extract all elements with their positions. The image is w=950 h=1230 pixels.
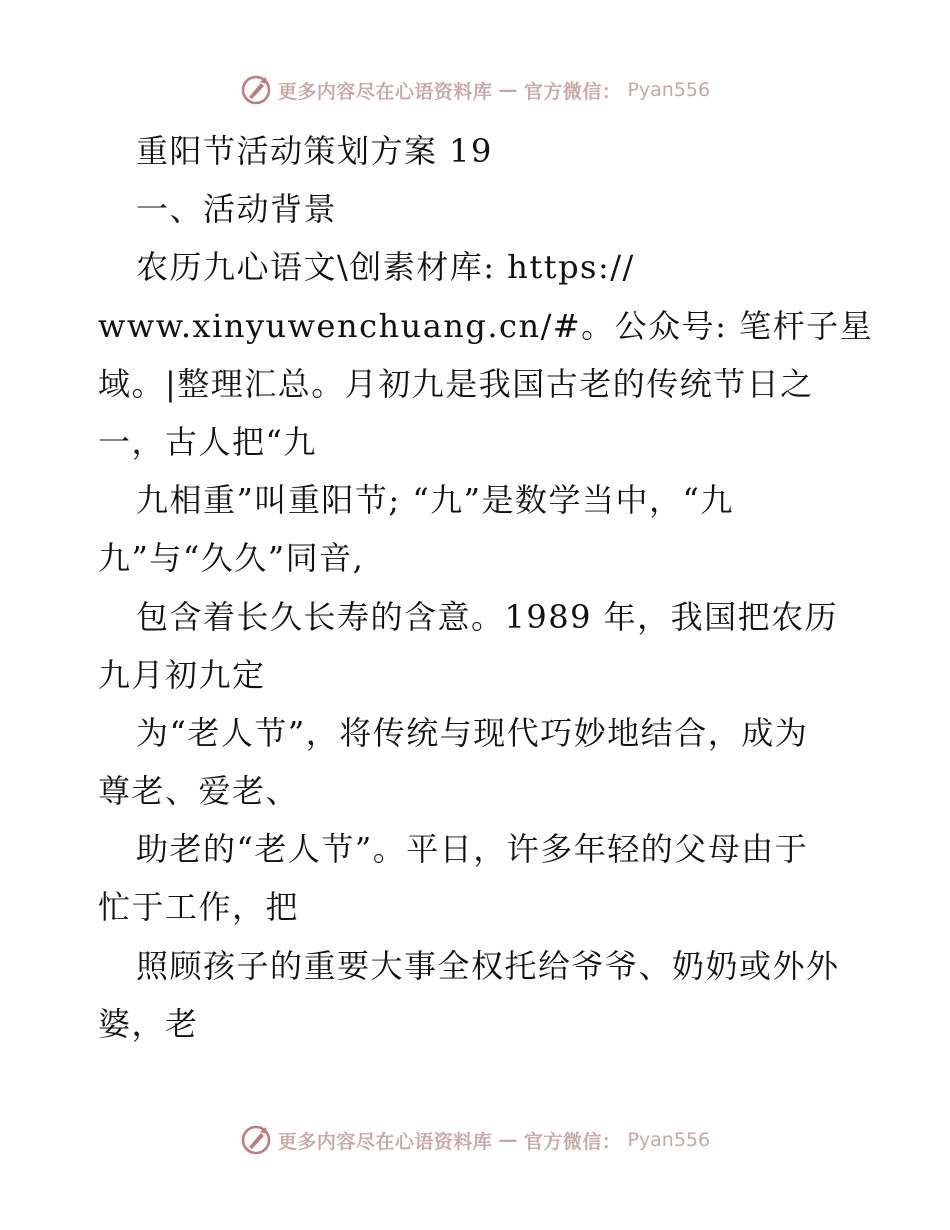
- text-line: 忙于工作，把: [98, 888, 300, 927]
- footer-banner-dash: —: [498, 1129, 518, 1151]
- text-line: 婆，老: [98, 1004, 199, 1043]
- quill-logo-icon: [240, 74, 272, 106]
- text-line: www.xinyuwenchuang.cn/#。公众号: 笔杆子星: [98, 306, 874, 345]
- header-banner: [0, 70, 950, 110]
- footer-wechat-id: Pyan556: [627, 1129, 711, 1151]
- header-wechat-id: Pyan556: [627, 79, 711, 101]
- text-line: 尊老、爱老、: [98, 772, 300, 811]
- text-line: 九”与“久久”同音,: [98, 539, 365, 578]
- footer-banner-text: 更多内容尽在心语资料库: [277, 1130, 493, 1153]
- document-body: [98, 122, 874, 1053]
- text-line: 一、活动背景: [136, 190, 338, 229]
- footer-wechat-label: 官方微信：: [523, 1130, 622, 1153]
- header-wechat-label: 官方微信：: [523, 80, 622, 103]
- text-line: 域。|整理汇总。月初九是我国古老的传统节日之: [98, 364, 814, 403]
- text-line: 照顾孩子的重要大事全权托给爷爷、奶奶或外外: [136, 946, 840, 985]
- text-line: 为“老人节”，将传统与现代巧妙地结合，成为: [136, 713, 809, 752]
- text-line: 助老的“老人节”。平日，许多年轻的父母由于: [136, 830, 809, 869]
- text-line: 一，古人把“九: [98, 422, 317, 461]
- quill-logo-icon: [240, 1124, 272, 1156]
- text-line: 包含着长久长寿的含意。1989 年，我国把农历: [136, 597, 839, 636]
- text-line: 重阳节活动策划方案 19: [136, 132, 493, 170]
- header-banner-text: 更多内容尽在心语资料库: [277, 80, 493, 103]
- text-line: 农历九心语文\创素材库: https://: [136, 248, 635, 287]
- header-banner-dash: —: [498, 79, 518, 101]
- footer-banner: [0, 1120, 950, 1160]
- text-line: 九月初九定: [98, 655, 266, 694]
- text-line: 九相重”叫重阳节; “九”是数学当中，“九: [136, 481, 734, 520]
